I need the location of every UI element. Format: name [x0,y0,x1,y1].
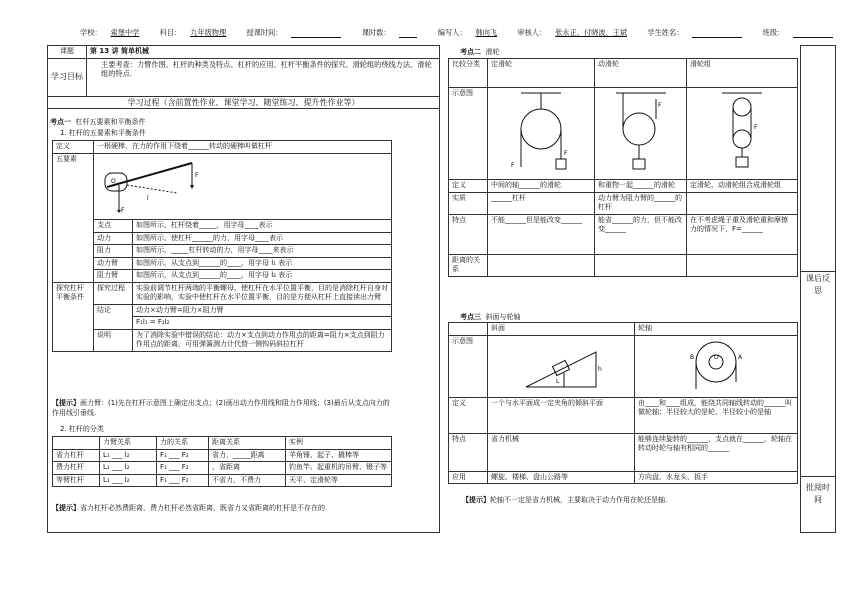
pulley-block-diagram [712,89,772,174]
check-time-label: 批阅时间 [806,483,830,504]
svg-text:F: F [657,102,661,109]
left-table [47,45,440,109]
col-example: 实例 [286,437,392,450]
formula-text: F₁l₁ = F₂l₂ [133,317,392,330]
reviewer-names: 张永正、付晓波、王斌 [555,28,628,37]
fulcrum-text: 如图所示，杠杆绕着_____，用字母____表示 [133,220,392,233]
note-label: 说明 [94,329,133,351]
col-pulley-block: 滑轮组 [687,59,798,88]
topic-text: 第 13 讲 简单机械 [87,46,440,59]
wheel-axle-figure [635,335,798,397]
subject-name: 九年级物理 [190,28,227,37]
fulcrum-label: 支点 [94,220,133,233]
point1-heading: 考点一 杠杆五要素和平衡条件 [50,118,146,126]
tip3: 【提示】轮轴不一定是省力机械，主要取决于动力作用在轮还是轴. [462,496,668,504]
def-label: 定义 [53,141,94,154]
svg-text:B: B [690,353,695,361]
process-title: 学习过程（含前置性作业、课堂学习、随堂练习、提升性作业等） [48,96,440,109]
resist-arm-label: 阻力臂 [94,270,133,283]
svg-text:L: L [556,377,560,385]
point2-heading: 考点二 滑轮 [460,48,500,56]
table-row: 等臂杠杆 L₁ ___ l₂ F₁ ___ F₂ 不省力，不费力 天平、定滑轮等 [53,474,392,487]
goal-label: 学习目标 [48,58,87,96]
compare-label: 比较分类 [449,59,488,88]
conclusion-text: 动力×动力臂=阻力×阻力臂 [133,304,392,317]
col-arm: 力臂关系 [100,437,157,450]
movable-pulley-figure [595,88,687,180]
movable-pulley-diagram [611,89,671,174]
student-blank [692,29,742,38]
resist-arm-text: 如图所示，从支点到______的____，用字母 l₂ 表示 [133,270,392,283]
conclusion-label: 结论 [94,304,133,329]
point3-heading: 考点三 斜面与轮轴 [460,313,521,321]
lever-class-table [52,436,392,487]
date-blank [291,29,341,38]
tip1: 【提示】画力臂：(1)先在杠杆示意图上确定出支点；(2)画出动力作用线和阻力作用线；(3)最后从支点向力的作用线引垂线. [52,399,390,417]
col-movable-pulley: 动滑轮 [595,59,687,88]
class-blank [793,29,833,38]
lever-table [52,140,392,352]
topic-label: 课题 [48,46,87,59]
svg-text:F: F [754,124,758,131]
review-label: 课后反思 [806,274,830,295]
col-incline: 斜面 [488,323,635,336]
tip2: 【提示】省力杠杆必然费距离，费力杠杆必然省距离，既省力又省距离的杠杆是不存在的. [52,504,328,512]
svg-text:F: F [511,162,515,169]
incline-diagram [516,337,606,392]
fixed-pulley-figure [488,88,595,180]
note-text: 为了消除实验中错误的结论：动力×支点到动力作用点的距离=阻力×支点到阻力作用点的距离，可用弹簧测力计代替一侧钩码斜拉杠杆 [133,329,392,351]
svg-text:l: l [147,194,149,202]
table-row: 省力杠杆 L₁ ___ l₂ F₁ ___ F₂ 省力，_____距离 羊角锤、起子、撬棒等 [53,449,392,462]
col-fixed-pulley: 定滑轮 [488,59,595,88]
explore-label: 探究杠杆平衡条件 [53,282,94,351]
lever-diagram [97,155,207,215]
resist-text: 如图所示，_____杠杆转动的力，用字母____来表示 [133,245,392,258]
explore-proc-text: 实验前调节杠杆两端的平衡螺母，使杠杆在水平位置平衡，目的是消除杠杆自身对实验的影响，实验中使杠杆在水平位置平衡，目的是方便从杠杆上直接读出力臂 [133,282,392,304]
pulley-table: 比较分类 定滑轮 动滑轮 滑轮组 示意图 F F F F 定义 中间的轴______的滑轮 和重物一起______的滑轮 定滑轮、动滑轮组合成滑轮组 实质 ______杠杆 动力臂为阻力臂的______的杠杆 特点 不能______但是能改变______ 能省______的力，但不能改变______ 在不考虑绳子重及滑轮重和摩擦力的情况下，F=______ 距离的关系 [448,58,798,277]
sub1-heading: 1. 杠杆的五要素和平衡条件 [60,129,146,137]
def-text: 一根硬棒，在力的作用下绕着______转动的硬棒叫做杠杆 [94,141,392,154]
svg-text:F: F [195,171,199,179]
table-row: 费力杠杆 L₁ ___ l₂ F₁ ___ F₂ ，省距离 钓鱼竿、起重机的吊臂、镊子等 [53,462,392,475]
sidebar [800,45,836,533]
svg-text:F: F [564,150,568,157]
author-name: 韩向飞 [475,28,498,37]
col-distance: 距离关系 [209,437,286,450]
hours-blank [399,29,417,38]
effort-arm-label: 动力臂 [94,257,133,270]
svg-text:O: O [111,177,116,185]
lever-figure [94,153,392,220]
school-name: 索堡中学 [110,28,140,37]
effort-text: 如图所示，使杠杆______的力，用字母____表示 [133,232,392,245]
incline-figure [488,335,635,397]
pulley-block-figure [687,88,798,180]
page-header: 学校： 索堡中学 科目： 九年级物理 授课时间： 课时数： 编写人： 韩向飞 审核人： 张永正、付晓波、王斌 学生姓名： 班级： [80,28,840,38]
fixed-pulley-diagram [506,89,576,174]
incline-table: 斜面 轮轴 示意图 h L B A O 定义 一个与水平面成一定夹角的倾斜平面 由____和____组成，能绕共同轴线转动的______叫做轮轴；半径较大的是轮，半径较小的是轴 特点 省力机械 能够连续旋转的______，支点就在______，轮轴在转动时轮与轴有相同的______ 应用 螺旋、楼梯、盘山公路等 方向盘、水龙头、扳手 [448,322,798,484]
sub2-heading: 2. 杠杆的分类 [60,425,104,433]
explore-proc-label: 探究过程 [94,282,133,304]
goal-text: 主要考查：力臂作图、杠杆的种类及特点、杠杆的应用、杠杆平衡条件的探究、滑轮组的绕线方法、滑轮组的特点. [87,58,440,96]
svg-text:A: A [738,353,743,361]
svg-text:h: h [598,365,602,373]
effort-arm-text: 如图所示，从支点到______的____，用字母 l₁ 表示 [133,257,392,270]
wheel-axle-diagram [676,337,756,392]
diagram-label: 示意图 [449,88,488,180]
five-elements-label: 五要素 [53,153,94,282]
effort-label: 动力 [94,232,133,245]
col-wheel-axle: 轮轴 [635,323,798,336]
svg-text:O: O [714,353,719,361]
svg-text:F: F [121,206,125,214]
resist-label: 阻力 [94,245,133,258]
col-force: 力的关系 [157,437,209,450]
